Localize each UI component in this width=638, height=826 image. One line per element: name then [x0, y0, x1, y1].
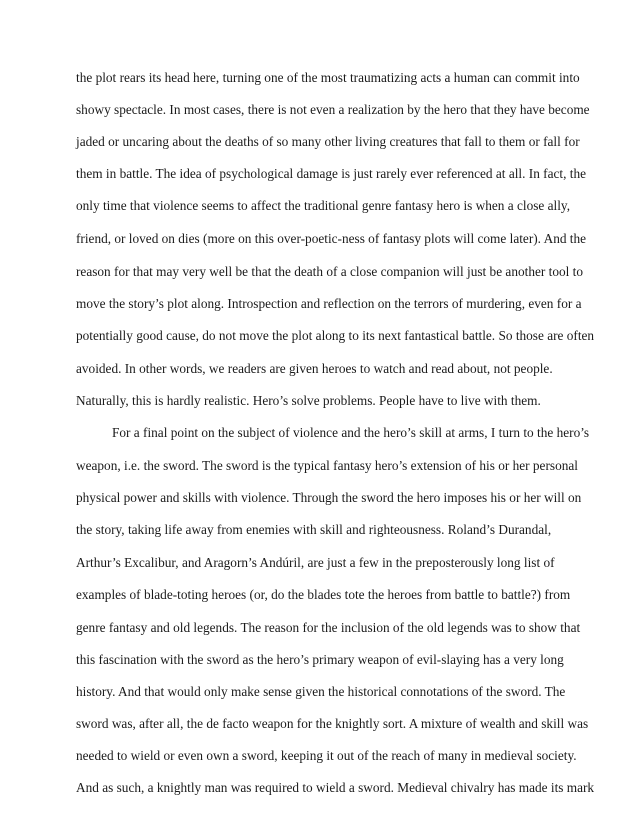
- text-line: the plot rears its head here, turning one of the most traumatizing acts a human can commit into: [76, 70, 580, 85]
- text-line: physical power and skills with violence. Through the sword the hero imposes his or her will on: [76, 490, 582, 505]
- text-line: showy spectacle. In most cases, there is not even a realization by the hero that they have become: [76, 102, 590, 117]
- text-line: weapon, i.e. the sword. The sword is the typical fantasy hero’s extension of his or her personal: [76, 458, 578, 473]
- text-line: examples of blade-toting heroes (or, do the blades tote the heroes from battle to battle?) from: [76, 587, 571, 602]
- text-line: sword was, after all, the de facto weapon for the knightly sort. A mixture of wealth and skill was: [76, 716, 589, 731]
- text-line: the story, taking life away from enemies with skill and righteousness. Roland’s Durandal,: [76, 522, 552, 537]
- text-line: history. And that would only make sense given the historical connotations of the sword. The: [76, 684, 566, 699]
- text-line: Arthur’s Excalibur, and Aragorn’s Andúril, are just a few in the preposterously long list of: [76, 555, 555, 570]
- text-line: this fascination with the sword as the hero’s primary weapon of evil-slaying has a very long: [76, 652, 564, 667]
- text-line: And as such, a knightly man was required to wield a sword. Medieval chivalry has made its mark: [76, 780, 595, 795]
- text-line: avoided. In other words, we readers are given heroes to watch and read about, not people.: [76, 361, 553, 376]
- text-line: move the story’s plot along. Introspection and reflection on the terrors of murdering, even for a: [76, 296, 582, 311]
- text-line: reason for that may very well be that the death of a close companion will just be another tool to: [76, 264, 583, 279]
- text-line: friend, or loved on dies (more on this over-poetic-ness of fantasy plots will come later). And the: [76, 231, 587, 246]
- text-line: Naturally, this is hardly realistic. Hero’s solve problems. People have to live with them.: [76, 393, 541, 408]
- text-line: genre fantasy and old legends. The reason for the inclusion of the old legends was to show that: [76, 620, 581, 635]
- paragraph-first-line: For a final point on the subject of violence and the hero’s skill at arms, I turn to the hero’s: [112, 425, 590, 440]
- text-line: jaded or uncaring about the deaths of so many other living creatures that fall to them or fall for: [76, 134, 580, 149]
- text-line: potentially good cause, do not move the plot along to its next fantastical battle. So those are often: [76, 328, 595, 343]
- text-line: them in battle. The idea of psychological damage is just rarely ever referenced at all. In fact, the: [76, 166, 586, 181]
- text-line: only time that violence seems to affect the traditional genre fantasy hero is when a close ally,: [76, 198, 571, 213]
- text-line: needed to wield or even own a sword, keeping it out of the reach of many in medieval society.: [76, 748, 577, 763]
